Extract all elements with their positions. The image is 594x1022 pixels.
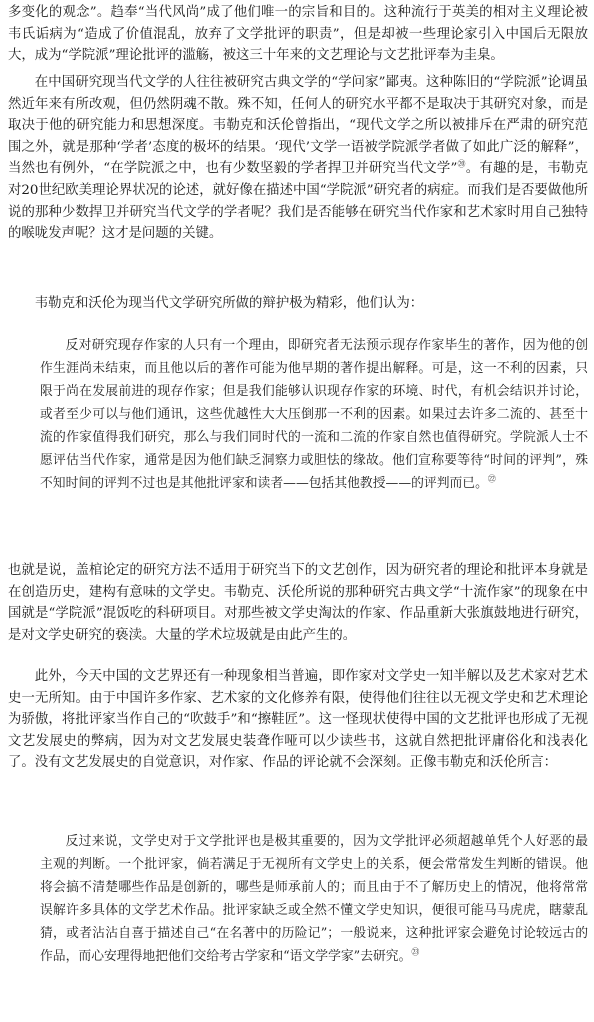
paragraph-2-tail: 。有趣的是，韦勒克对20世纪欧美理论界状况的论述，就好像在描述中国“学院派”研究者的病症。而我们是否要做他所说的那种少数捍卫并研究当代文学的学者呢？我们是否能够在研究当代作家和艺术家时用自己独特的喉咙发声呢？这才是问题的关键。 xyxy=(8,161,588,242)
footnote-marker: ㉒ xyxy=(487,474,496,484)
paragraph-3-text: 韦勒克和沃伦为现当代文学研究所做的辩护极为精彩，他们认为： xyxy=(34,296,424,311)
paragraph-4 xyxy=(8,560,588,646)
footnote-marker: ⑳ xyxy=(457,159,466,169)
paragraph-1-text: 多变化的观念”。趋奉“当代风尚”成了他们唯一的宗旨和目的。这种流行于英美的相对主义理论被韦氏诟病为“造成了价值混乱，放弃了文学批评的职责”，但是却被一些理论家引入中国后无限放大，成为“学院派”理论批评的滥觞，被这三十年来的文艺理论与文艺批评奉为圭臬。 xyxy=(8,5,588,64)
block-quote-2-text: 反过来说，文学史对于文学批评也是极其重要的，因为文学批评必须超越单凭个人好恶的最主观的判断。一个批评家，倘若满足于无视所有文学史上的关系，便会常常发生判断的错误。他将会搞不清楚哪些作品是创新的，哪些是师承前人的；而且由于不了解历史上的情况，他将常常误解许多具体的文学艺术作品。批评家缺乏或全然不懂文学史知识，便很可能马马虎虎，瞎蒙乱猜，或者沾沾自喜于描述自己“在名著中的历险记”；一般说来，这种批评家会避免讨论较远古的作品，而心安理得地把他们交给考古学家和“语文学学家”去研究。 xyxy=(40,834,588,964)
paragraph-2-text: 在中国研究现当代文学的人往往被研究古典文学的“学问家”鄙夷。这种陈旧的“学院派”论调虽然近年来有所改观，但仍然阴魂不散。殊不知，任何人的研究水平都不是取决于其研究对象，而是取决于他的研究能力和思想深度。韦勒克和沃伦曾指出，“现代文学之所以被排斥在严肃的研究范围之外，就是那种‘学者’态度的极坏的结果。‘现代’文学一语被学院派学者做了如此广泛的解释”，当然也有例外，“在学院派之中，也有少数坚毅的学者捍卫并研究当代文学” xyxy=(8,75,588,177)
block-quote-1-text: 反对研究现存作家的人只有一个理由，即研究者无法预示现存作家毕生的著作，因为他的创作生涯尚未结束，而且他以后的著作可能为他早期的著作提出解释。可是，这一不利的因素，只限于尚在发展前进的现存作家；但是我们能够认识现存作家的环境、时代，有机会结识并讨论，或者至少可以与他们通讯，这些优越性大大压倒那一不利的因素。如果过去许多二流的、甚至十流的作家值得我们研究，那么与我们同时代的一流和二流的作家自然也值得研究。学院派人士不愿评估当代作家，通常是因为他们缺乏洞察力或胆怯的缘故。他们宣称要等待“时间的评判”，殊不知时间的评判不过也是其他批评家和读者——包括其他教授——的评判而已。 xyxy=(40,338,588,491)
paragraph-2 xyxy=(8,72,588,245)
block-quote-2 xyxy=(40,830,588,968)
paragraph-3 xyxy=(8,293,588,315)
paragraph-4-text: 也就是说，盖棺论定的研究方法不适用于研究当下的文艺创作，因为研究者的理论和批评本身就是在创造历史，建构有意味的文学史。韦勒克、沃伦所说的那种研究古典文学“十流作家”的现象在中国就是“学院派”混饭吃的科研项目。对那些被文学史淘汰的作家、作品重新大张旗鼓地进行研究，是对文学史研究的亵渎。大量的学术垃圾就是由此产生的。 xyxy=(8,563,588,643)
paragraph-5 xyxy=(8,666,588,774)
paragraph-5-text: 此外，今天中国的文艺界还有一种现象相当普遍，即作家对文学史一知半解以及艺术家对艺术史一无所知。由于中国许多作家、艺术家的文化修养有限，使得他们往往以无视文学史和艺术理论为骄傲，将批评家当作自己的“吹鼓手”和“擦鞋匠”。这一怪现状使得中国的文艺批评也形成了无视文艺发展史的弊病，因为对文艺发展史装聋作哑可以少读些书，这就自然把批评庸俗化和浅表化了。没有文艺发展史的自觉意识，对作家、作品的评论就不会深刻。正像韦勒克和沃伦所言： xyxy=(8,669,588,771)
paragraph-1 xyxy=(8,2,588,67)
block-quote-1 xyxy=(40,334,588,495)
footnote-marker: ㉓ xyxy=(411,947,420,957)
